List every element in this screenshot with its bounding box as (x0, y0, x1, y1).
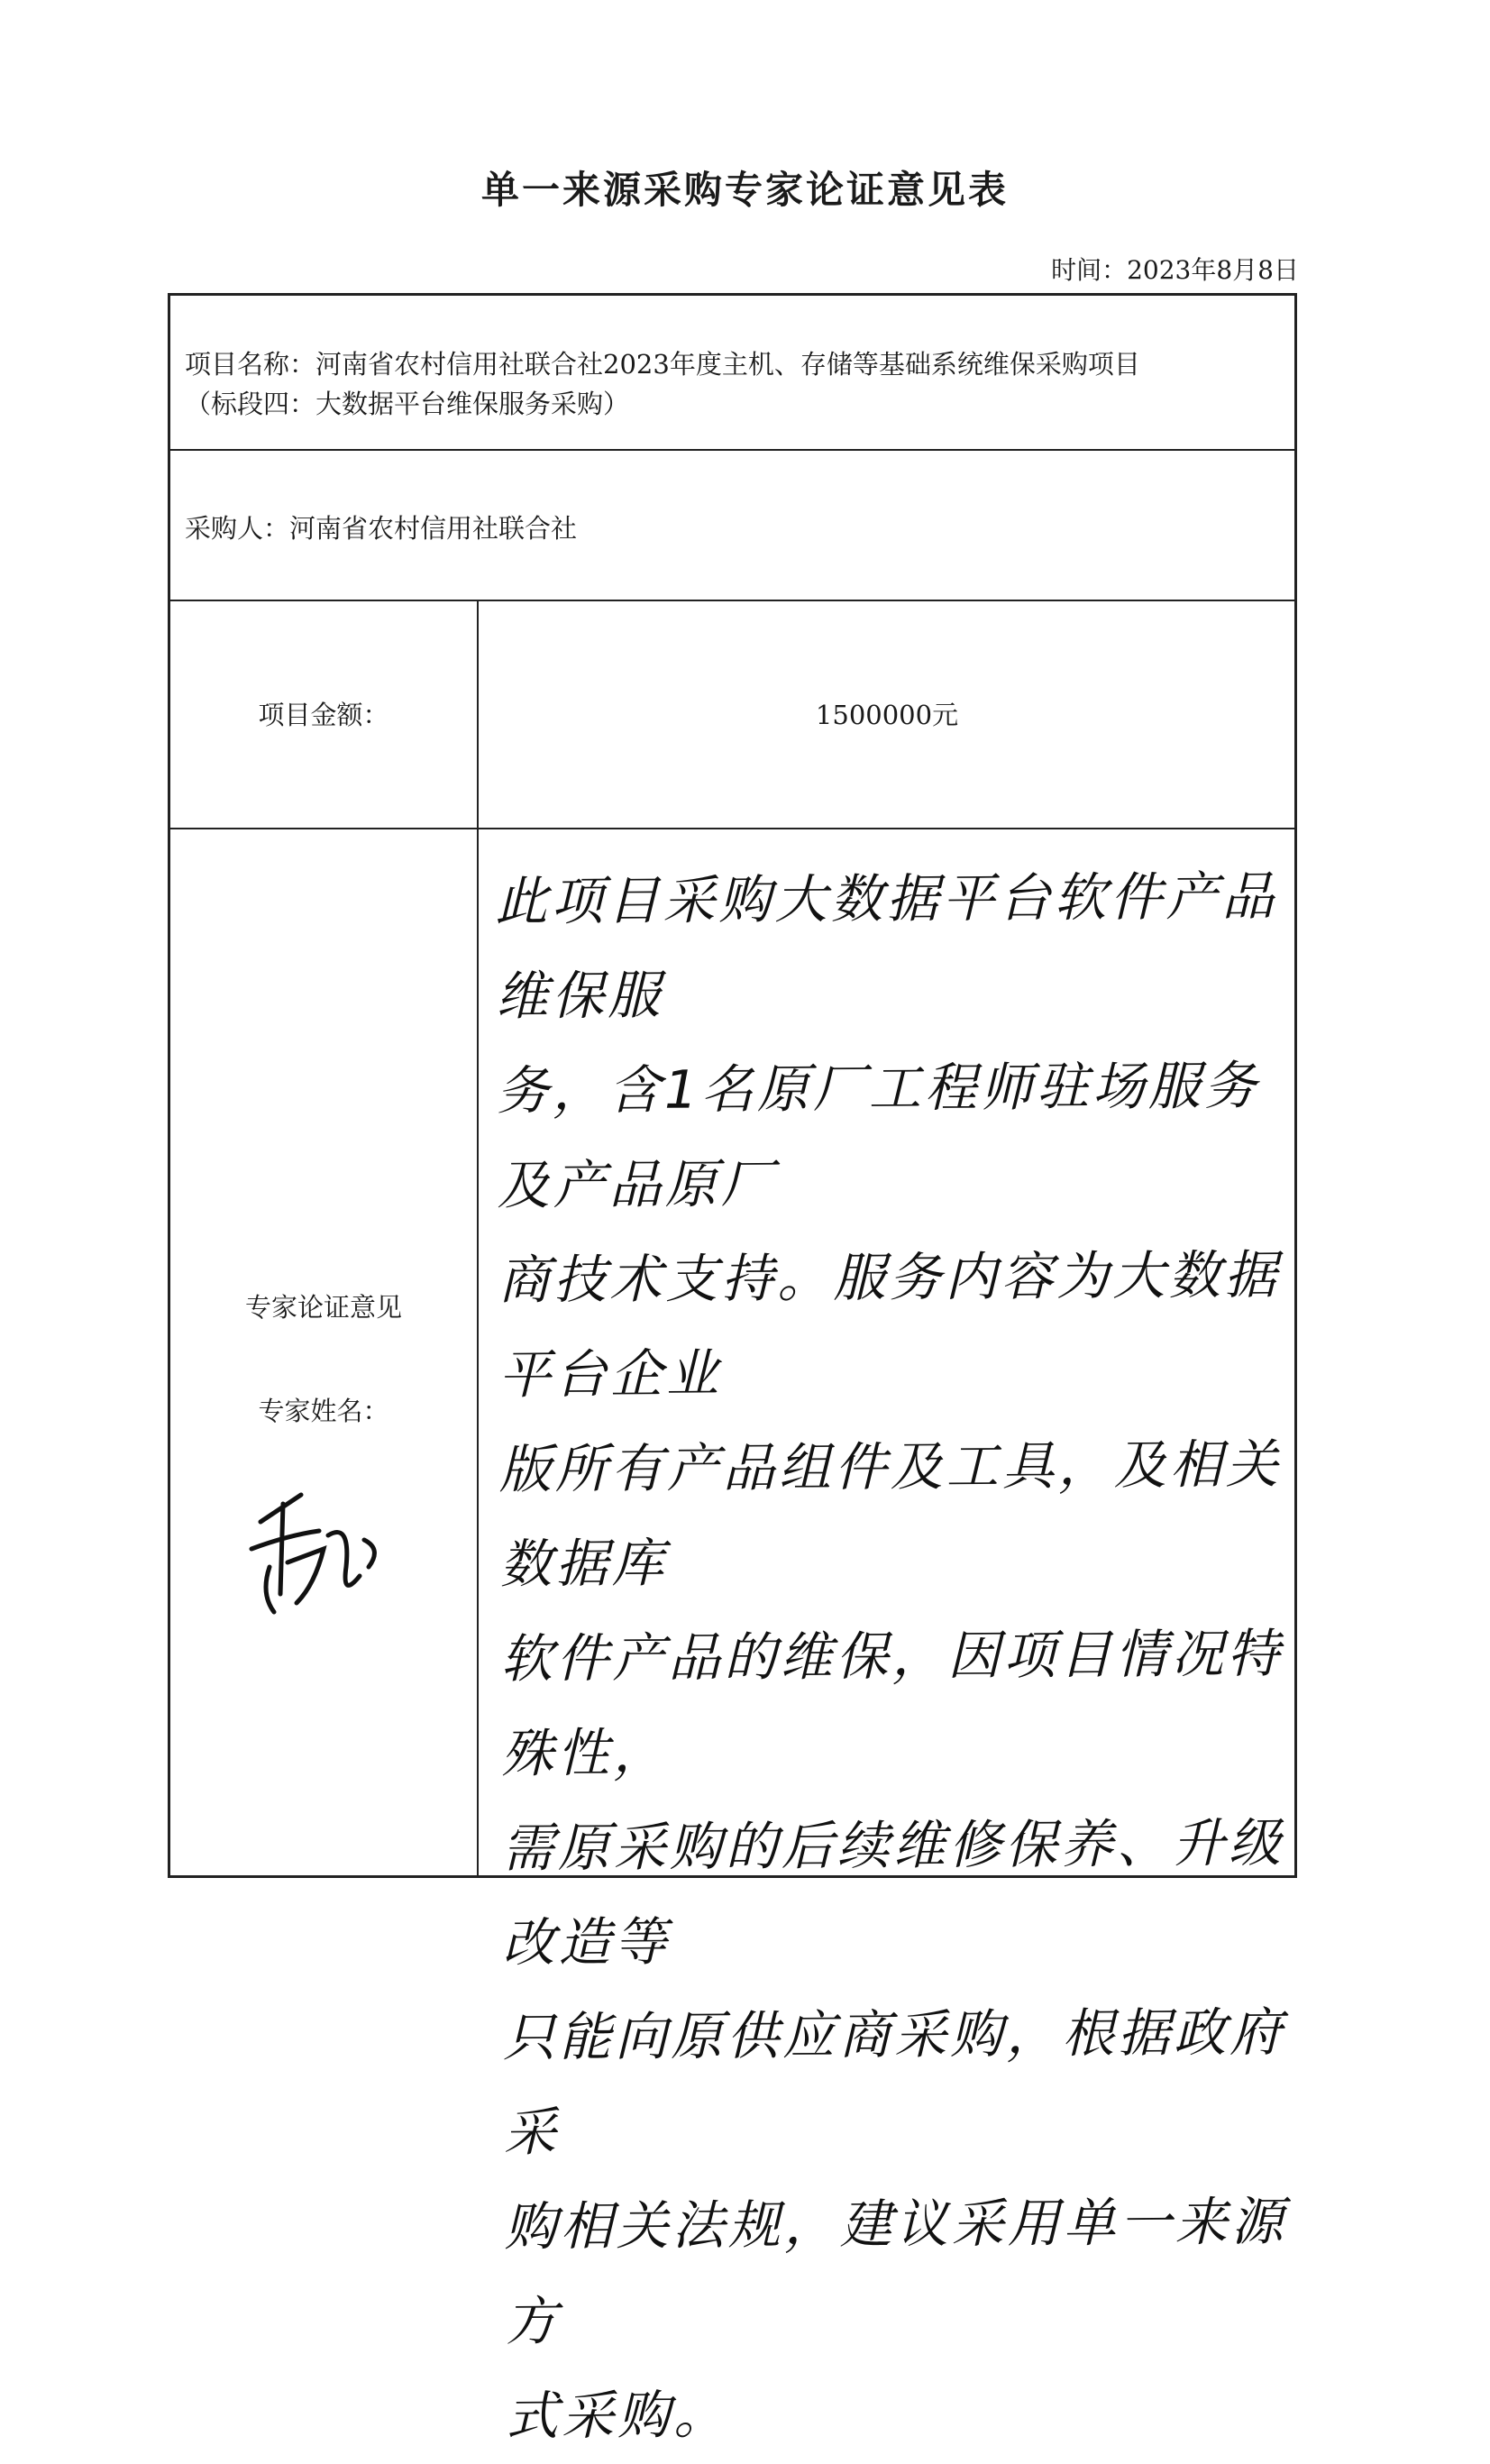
handwritten-opinion (495, 849, 1308, 2464)
opinion-line: 只能向原供应商采购，根据政府采 (502, 2001, 1286, 2163)
expert-name-label: 专家姓名： (258, 1396, 389, 1426)
opinion-form-table (168, 293, 1297, 2447)
row-divider (170, 600, 1294, 601)
purchaser-text: 采购人：河南省农村信用社联合社 (185, 513, 578, 544)
project-name-cell (185, 344, 1284, 424)
opinion-line: 购相关法规，建议采用单一来源方 (504, 2190, 1287, 2352)
page-title: 单一来源采购专家论证意见表 (480, 168, 1009, 212)
opinion-label: 专家论证意见 (244, 1292, 402, 1323)
row-divider (170, 828, 1294, 829)
project-name-subtitle: （标段四：大数据平台维保服务采购） (185, 389, 630, 419)
opinion-line: 式采购。 (505, 2384, 730, 2447)
expert-signature (233, 1486, 396, 1621)
amount-label: 项目金额： (258, 700, 389, 730)
project-name-label: 项目名称： (185, 349, 316, 380)
column-divider (477, 600, 479, 1878)
opinion-line: 版所有产品组件及工具，及相关数据库 (498, 1433, 1282, 1595)
amount-value: 1500000元 (815, 700, 959, 730)
opinion-line: 软件产品的维保，因项目情况特殊性， (499, 1622, 1284, 1784)
project-name-value: 河南省农村信用社联合社2023年度主机、存储等基础系统维保采购项目 (315, 349, 1140, 380)
opinion-line: 需原采购的后续维修保养、升级改造等 (501, 1811, 1284, 1974)
opinion-line: 务，含1名原厂工程师驻场服务及产品原厂 (496, 1055, 1260, 1216)
opinion-line: 此项目采购大数据平台软件产品维保服 (495, 865, 1278, 1027)
row-divider (170, 449, 1294, 451)
date-text: 时间：2023年8月8日 (1051, 255, 1299, 285)
opinion-line: 商技术支持。服务内容为大数据平台企业 (498, 1243, 1281, 1406)
